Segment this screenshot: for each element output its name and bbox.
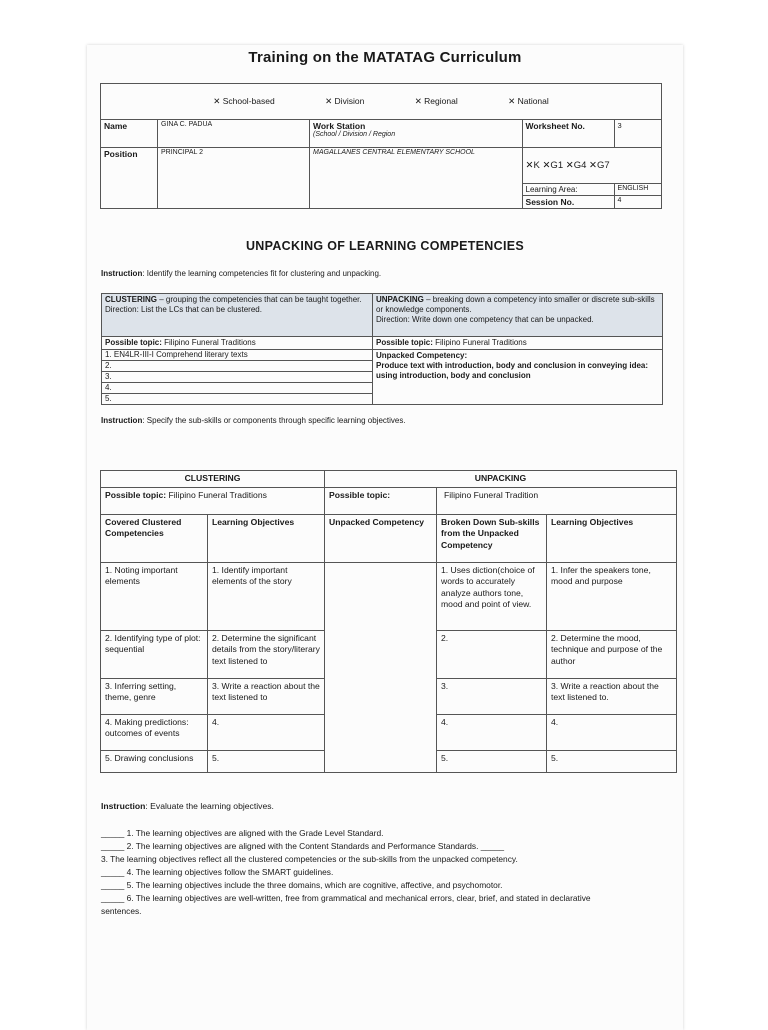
right-topic-value: Filipino Funeral Tradition	[437, 487, 677, 514]
evaluation-item: _____ 2. The learning objectives are aligned with the Content Standards and Performance Standards. _____	[101, 841, 505, 851]
col-header: Unpacked Competency	[325, 514, 437, 562]
worksheet-label: Worksheet No.	[522, 120, 614, 148]
cell-objective: 4.	[547, 714, 677, 750]
cell-objective: 5.	[547, 750, 677, 772]
lc-row: 3.	[102, 372, 372, 383]
cell-objective: 1. Identify important elements of the story	[208, 562, 325, 630]
lc-row: 5.	[105, 394, 112, 403]
unpacking-topic: Possible topic: Filipino Funeral Traditions	[373, 337, 663, 350]
unpacked-competency: Unpacked Competency: Produce text with introduction, body and conclusion in conveying idea: using introduction, body and conclusion	[373, 350, 663, 405]
instruction-2: Instruction: Specify the sub-skills or components through specific learning objectives.	[101, 416, 406, 425]
cell-objective: 2. Determine the mood, technique and purpose of the author	[547, 630, 677, 678]
worksheet-page	[87, 45, 683, 1030]
cell-objective: 4.	[208, 714, 325, 750]
left-topic: Possible topic: Filipino Funeral Traditions	[101, 487, 325, 514]
clustering-definition: CLUSTERING – grouping the competencies that can be taught together. Direction: List the LCs that can be clustered.	[102, 294, 373, 337]
workstation-sub: (School / Division / Region	[313, 131, 396, 138]
cell-objective: 2. Determine the significant details from the story/literary text listened to	[208, 630, 325, 678]
level-options	[101, 84, 662, 120]
evaluation-item: _____ 4. The learning objectives follow the SMART guidelines.	[101, 867, 334, 877]
evaluation-list	[101, 827, 621, 918]
cell-objective: 3. Write a reaction about the text listened to	[208, 678, 325, 714]
clustering-header: CLUSTERING	[101, 471, 325, 488]
cell-objective: 1. Infer the speakers tone, mood and purpose	[547, 562, 677, 630]
section-title: UNPACKING OF LEARNING COMPETENCIES	[245, 239, 525, 253]
unpacking-header: UNPACKING	[325, 471, 677, 488]
col-header: Learning Objectives	[208, 514, 325, 562]
cell-competency: 2. Identifying type of plot: sequential	[101, 630, 208, 678]
cell-competency: 1. Noting important elements	[101, 562, 208, 630]
level-option: ✕ National	[508, 96, 549, 106]
instruction-1: Instruction: Identify the learning competencies fit for clustering and unpacking.	[101, 269, 382, 278]
cell-subskill: 1. Uses diction(choice of words to accurately analyze authors tone, mood and point of view.	[437, 562, 547, 630]
col-header: Learning Objectives	[547, 514, 677, 562]
session-label: Session No.	[522, 196, 614, 209]
grade-options: ✕K ✕G1 ✕G4 ✕G7	[522, 148, 661, 184]
evaluation-item: _____ 5. The learning objectives include the three domains, which are cognitive, affective, and psychomotor.	[101, 880, 503, 890]
learning-area-label: Learning Area:	[522, 184, 614, 196]
clustering-topic: Possible topic: Filipino Funeral Traditions	[102, 337, 373, 350]
learning-area-value: ENGLISH	[614, 184, 661, 196]
evaluation-item: 3. The learning objectives reflect all the clustered competencies or the sub-skills from the unpacked competency.	[101, 854, 518, 864]
name-value: GINA C. PADUA	[158, 120, 310, 148]
session-value: 4	[614, 196, 661, 209]
lc-list	[102, 350, 373, 405]
header-table	[100, 83, 662, 209]
lc-row: 1. EN4LR-III-I Comprehend literary texts	[102, 350, 372, 361]
cell-competency: 5. Drawing conclusions	[101, 750, 208, 772]
cell-competency: 4. Making predictions: outcomes of events	[101, 714, 208, 750]
level-option: ✕ Division	[325, 96, 365, 106]
cluster-unpack-table	[101, 293, 663, 405]
cell-subskill: 5.	[437, 750, 547, 772]
level-option: ✕ Regional	[414, 96, 458, 106]
workstation-label: Work Station	[313, 121, 366, 131]
position-label: Position	[101, 148, 158, 209]
right-topic-label: Possible topic:	[325, 487, 437, 514]
instruction-3: Instruction: Evaluate the learning objectives.	[101, 801, 274, 811]
school-value: MAGALLANES CENTRAL ELEMENTARY SCHOOL	[310, 148, 523, 209]
cell-unpacked	[325, 562, 437, 772]
cell-subskill: 3.	[437, 678, 547, 714]
evaluation-item: _____ 1. The learning objectives are aligned with the Grade Level Standard.	[101, 828, 384, 838]
lc-row: 4.	[102, 383, 372, 394]
cell-competency: 3. Inferring setting, theme, genre	[101, 678, 208, 714]
lc-row: 2.	[102, 361, 372, 372]
cell-subskill: 4.	[437, 714, 547, 750]
page-title: Training on the MATATAG Curriculum	[248, 49, 522, 66]
worksheet-value: 3	[614, 120, 661, 148]
col-header: Covered Clustered Competencies	[101, 514, 208, 562]
unpacking-definition: UNPACKING – breaking down a competency into smaller or discrete sub-skills or knowledge components. Direction: Write down one competency that can be unpacked.	[373, 294, 663, 337]
cell-objective: 5.	[208, 750, 325, 772]
cell-subskill: 2.	[437, 630, 547, 678]
position-value: PRINCIPAL 2	[158, 148, 310, 209]
level-option: ✕ School-based	[213, 96, 275, 106]
table-row	[101, 562, 677, 630]
cell-objective: 3. Write a reaction about the text listened to.	[547, 678, 677, 714]
col-header: Broken Down Sub-skills from the Unpacked Competency	[437, 514, 547, 562]
name-label: Name	[101, 120, 158, 148]
evaluation-item: _____ 6. The learning objectives are well-written, free from grammatical and mechanical errors, clear, brief, and stated in declarative sentences.	[101, 893, 591, 916]
workstation-cell	[310, 120, 523, 148]
objectives-table	[100, 470, 677, 773]
